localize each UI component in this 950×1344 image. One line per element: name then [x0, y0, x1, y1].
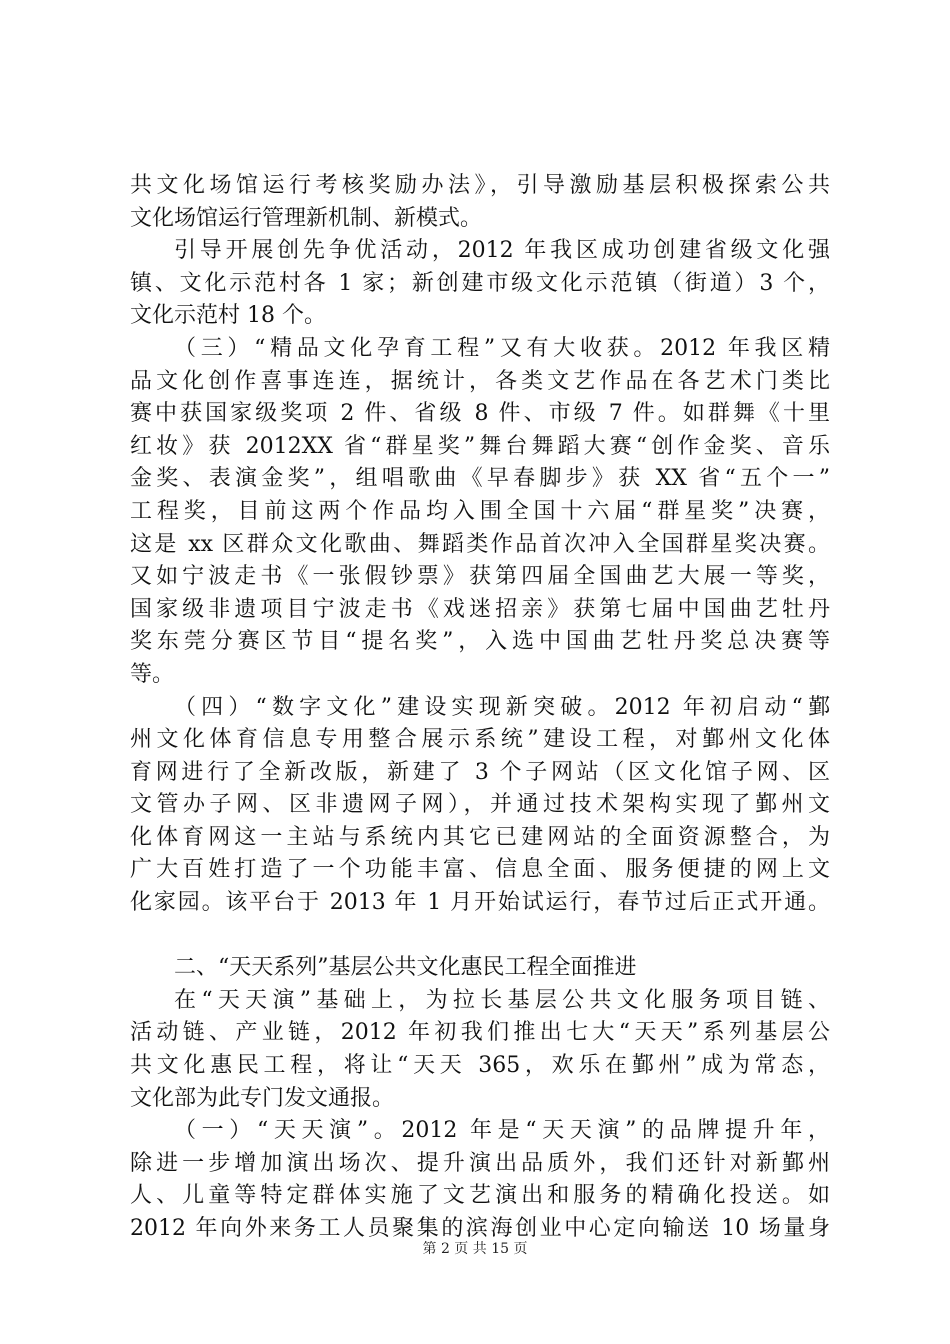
- text-line: 化家园。该平台于 2013 年 1 月开始试运行，春节过后正式开通。: [130, 890, 830, 916]
- text-line: 奖东莞分赛区节目“提名奖”，入选中国曲艺牡丹奖总决赛等: [130, 629, 830, 655]
- text-line: 工程奖，目前这两个作品均入围全国十六届“群星奖”决赛，: [130, 498, 830, 524]
- text-line: 2012 年向外来务工人员聚集的滨海创业中心定向输送 10 场量身: [130, 1216, 830, 1241]
- text-line: 共文化场馆运行考核奖励办法》，引导激励基层积极探索公共: [130, 173, 830, 198]
- text-line: 共文化惠民工程，将让“天天 365，欢乐在鄞州”成为常态，: [130, 1053, 830, 1079]
- text-line: 镇、文化示范村各 1 家；新创建市级文化示范镇（街道）3 个，: [130, 270, 830, 296]
- text-line: （四）“数字文化”建设实现新突破。2012 年初启动“鄞: [174, 694, 830, 720]
- text-line: 等。: [130, 661, 175, 687]
- document-body: [130, 170, 830, 1246]
- text-line: 化体育网这一主站与系统内其它已建网站的全面资源整合，为: [130, 824, 830, 850]
- text-line: 又如宁波走书《一张假钞票》获第四届全国曲艺大展一等奖，: [130, 564, 830, 590]
- text-line: 品文化创作喜事连连，据统计，各类文艺作品在各艺术门类比: [130, 368, 830, 394]
- text-line: 引导开展创先争优活动，2012 年我区成功创建省级文化强: [174, 238, 830, 264]
- section-heading: 二、“天天系列”基层公共文化惠民工程全面推进: [174, 955, 637, 981]
- text-line: （一）“天天演”。2012 年是“天天演”的品牌提升年，: [174, 1118, 830, 1144]
- text-line: 文化示范村 18 个。: [130, 303, 326, 329]
- text-line: 除进一步增加演出场次、提升演出品质外，我们还针对新鄞州: [130, 1150, 830, 1176]
- page-footer: 第 2 页 共 15 页: [422, 1241, 528, 1257]
- paragraph-spacer: [130, 920, 830, 953]
- text-line: 赛中获国家级奖项 2 件、省级 8 件、市级 7 件。如群舞《十里: [130, 401, 830, 427]
- text-line: （三）“精品文化孕育工程”又有大收获。2012 年我区精: [174, 335, 830, 361]
- text-line: 红妆》获 2012XX 省“群星奖”舞台舞蹈大赛“创作金奖、音乐: [130, 433, 830, 459]
- text-line: 在“天天演”基础上，为拉长基层公共文化服务项目链、: [174, 987, 830, 1013]
- text-line: 人、儿童等特定群体实施了文艺演出和服务的精确化投送。如: [130, 1183, 830, 1209]
- text-line: 国家级非遗项目宁波走书《戏迷招亲》获第七届中国曲艺牡丹: [130, 596, 830, 622]
- text-line: 州文化体育信息专用整合展示系统”建设工程，对鄞州文化体: [130, 727, 830, 753]
- text-line: 金奖、表演金奖”，组唱歌曲《早春脚步》获 XX 省“五个一”: [130, 466, 830, 492]
- text-line: 活动链、产业链，2012 年初我们推出七大“天天”系列基层公: [130, 1020, 830, 1046]
- text-line: 文化场馆运行管理新机制、新模式。: [130, 205, 483, 231]
- text-line: 育网进行了全新改版，新建了 3 个子网站（区文化馆子网、区: [130, 759, 830, 785]
- text-line: 文化部为此专门发文通报。: [130, 1085, 395, 1111]
- text-line: 广大百姓打造了一个功能丰富、信息全面、服务便捷的网上文: [130, 857, 830, 883]
- text-line: 文管办子网、区非遗网子网），并通过技术架构实现了鄞州文: [130, 792, 830, 818]
- text-line: 这是 xx 区群众文化歌曲、舞蹈类作品首次冲入全国群星奖决赛。: [130, 531, 830, 557]
